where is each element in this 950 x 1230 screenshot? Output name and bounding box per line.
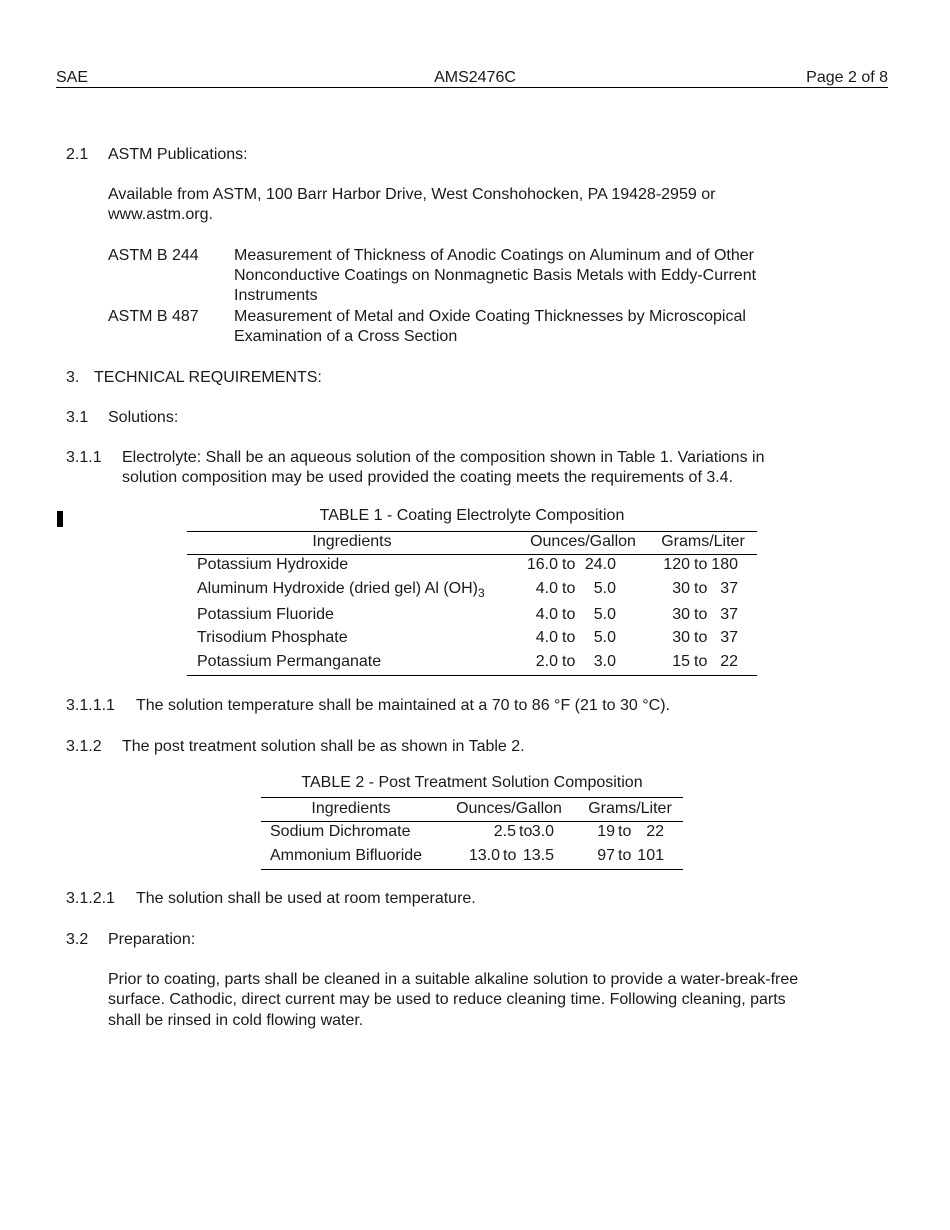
table-row-ingredient: Trisodium Phosphate — [197, 629, 348, 646]
table-cell-g-low: 15 — [672, 653, 690, 670]
table-cell-range-word: to — [694, 580, 708, 597]
table-row-ingredient: Ammonium Bifluoride — [270, 847, 423, 864]
section-number: 3.1.1 — [66, 449, 102, 466]
table-2-header-oz: Ounces/Gallon — [456, 800, 562, 817]
header-page-number: Page 2 of 8 — [806, 69, 888, 86]
table-1-title: TABLE 1 - Coating Electrolyte Composition — [319, 507, 625, 524]
paragraph-line: Available from ASTM, 100 Barr Harbor Drive, West Conshohocken, PA 19428-2959 or — [108, 186, 716, 203]
table-row-ingredient: Potassium Permanganate — [197, 653, 382, 670]
table-1-header-ingredients: Ingredients — [312, 533, 392, 550]
table-cell-range-word: to — [694, 606, 708, 623]
section-title: TECHNICAL REQUIREMENTS: — [94, 369, 322, 386]
table-1-header-grams: Grams/Liter — [661, 533, 745, 550]
section-title: Solutions: — [108, 409, 179, 426]
section-title: Preparation: — [108, 931, 196, 948]
section-number: 3.1.2.1 — [66, 890, 115, 907]
table-2-header-ingredients: Ingredients — [311, 800, 391, 817]
table-row-ingredient: Potassium Hydroxide — [197, 556, 349, 573]
section-number: 3.1.1.1 — [66, 697, 115, 714]
paragraph-line: www.astm.org. — [108, 206, 213, 223]
table-cell-range-word: to — [562, 629, 576, 646]
table-cell-g-low: 97 — [597, 847, 615, 864]
reference-title-line: Instruments — [234, 287, 318, 304]
table-cell-range-word: to — [503, 847, 517, 864]
table-cell-range-word: to — [562, 556, 576, 573]
table-cell-oz-low: 4.0 — [535, 580, 558, 597]
table-cell-range-word: to — [694, 556, 708, 573]
section-number: 2.1 — [66, 146, 89, 163]
section-number: 3.1.2 — [66, 738, 102, 755]
paragraph-line: shall be rinsed in cold flowing water. — [108, 1012, 364, 1029]
table-cell-oz-high: 3.0 — [593, 653, 616, 670]
table-cell-g-high: 37 — [720, 629, 738, 646]
paragraph-line: solution composition may be used provided the coating meets the requirements of 3.4. — [122, 469, 734, 486]
table-cell-g-high: 37 — [720, 606, 738, 623]
table-cell-oz-low: 4.0 — [535, 629, 558, 646]
table-cell-range-word: to — [562, 580, 576, 597]
table-cell-oz-low: 13.0 — [468, 847, 500, 864]
table-cell-oz-high: 5.0 — [593, 606, 616, 623]
table-cell-oz-high: 3.0 — [531, 823, 554, 840]
section-number: 3. — [66, 369, 80, 386]
table-row-ingredient: Potassium Fluoride — [197, 606, 334, 623]
reference-title-line: Measurement of Thickness of Anodic Coatings on Aluminum and of Other — [234, 247, 754, 264]
change-bar-marker — [57, 511, 63, 527]
paragraph-line: surface. Cathodic, direct current may be used to reduce cleaning time. Following cleaning, parts — [108, 991, 786, 1008]
table-row-ingredient: Sodium Dichromate — [270, 823, 411, 840]
table-1-bottom-rule — [187, 675, 757, 676]
table-cell-range-word: to — [519, 823, 533, 840]
table-cell-range-word: to — [562, 653, 576, 670]
table-cell-g-low: 30 — [672, 580, 690, 597]
table-2-title: TABLE 2 - Post Treatment Solution Composition — [301, 774, 643, 791]
table-cell-range-word: to — [618, 847, 632, 864]
header-org: SAE — [56, 69, 89, 86]
section-number: 3.2 — [66, 931, 89, 948]
section-number: 3.1 — [66, 409, 89, 426]
table-cell-oz-high: 5.0 — [593, 580, 616, 597]
table-cell-oz-high: 13.5 — [522, 847, 554, 864]
reference-id: ASTM B 244 — [108, 247, 199, 264]
table-2-header-grams: Grams/Liter — [588, 800, 672, 817]
table-cell-oz-high: 24.0 — [584, 556, 616, 573]
table-cell-g-low: 30 — [672, 606, 690, 623]
table-row-ingredient — [197, 579, 485, 599]
table-cell-oz-low: 2.5 — [493, 823, 516, 840]
header-doc-number: AMS2476C — [434, 69, 516, 86]
table-cell-g-high: 101 — [637, 847, 664, 864]
table-cell-g-low: 30 — [672, 629, 690, 646]
table-cell-range-word: to — [694, 653, 708, 670]
table-cell-range-word: to — [694, 629, 708, 646]
table-cell-oz-low: 4.0 — [535, 606, 558, 623]
table-cell-range-word: to — [562, 606, 576, 623]
section-title: ASTM Publications: — [108, 146, 248, 163]
table-cell-oz-low: 16.0 — [526, 556, 558, 573]
table-cell-g-high: 180 — [711, 556, 738, 573]
reference-title-line: Measurement of Metal and Oxide Coating Thicknesses by Microscopical — [234, 308, 746, 325]
table-cell-g-low: 120 — [663, 556, 690, 573]
table-cell-range-word: to — [618, 823, 632, 840]
reference-title-line: Nonconductive Coatings on Nonmagnetic Basis Metals with Eddy-Current — [234, 267, 757, 284]
table-cell-oz-high: 5.0 — [593, 629, 616, 646]
table-2-top-rule — [261, 797, 683, 798]
table-2-bottom-rule — [261, 869, 683, 870]
paragraph-line: The post treatment solution shall be as shown in Table 2. — [122, 738, 525, 755]
table-cell-oz-low: 2.0 — [535, 653, 558, 670]
paragraph-line: Electrolyte: Shall be an aqueous solution of the composition shown in Table 1. Variations in — [122, 449, 765, 466]
header-rule — [56, 87, 888, 88]
ingredient-subscript: 3 — [477, 586, 485, 600]
table-1-header-oz: Ounces/Gallon — [530, 533, 636, 550]
table-cell-g-low: 19 — [597, 823, 615, 840]
table-cell-g-high: 22 — [720, 653, 738, 670]
paragraph-line: The solution temperature shall be maintained at a 70 to 86 °F (21 to 30 °C). — [136, 697, 670, 714]
reference-title-line: Examination of a Cross Section — [234, 328, 458, 345]
table-cell-g-high: 22 — [646, 823, 664, 840]
paragraph-line: The solution shall be used at room temperature. — [136, 890, 476, 907]
reference-id: ASTM B 487 — [108, 308, 199, 325]
ingredient-text: Aluminum Hydroxide (dried gel) Al (OH) — [197, 580, 478, 597]
table-cell-g-high: 37 — [720, 580, 738, 597]
paragraph-line: Prior to coating, parts shall be cleaned in a suitable alkaline solution to provide a water-break-free — [108, 971, 799, 988]
